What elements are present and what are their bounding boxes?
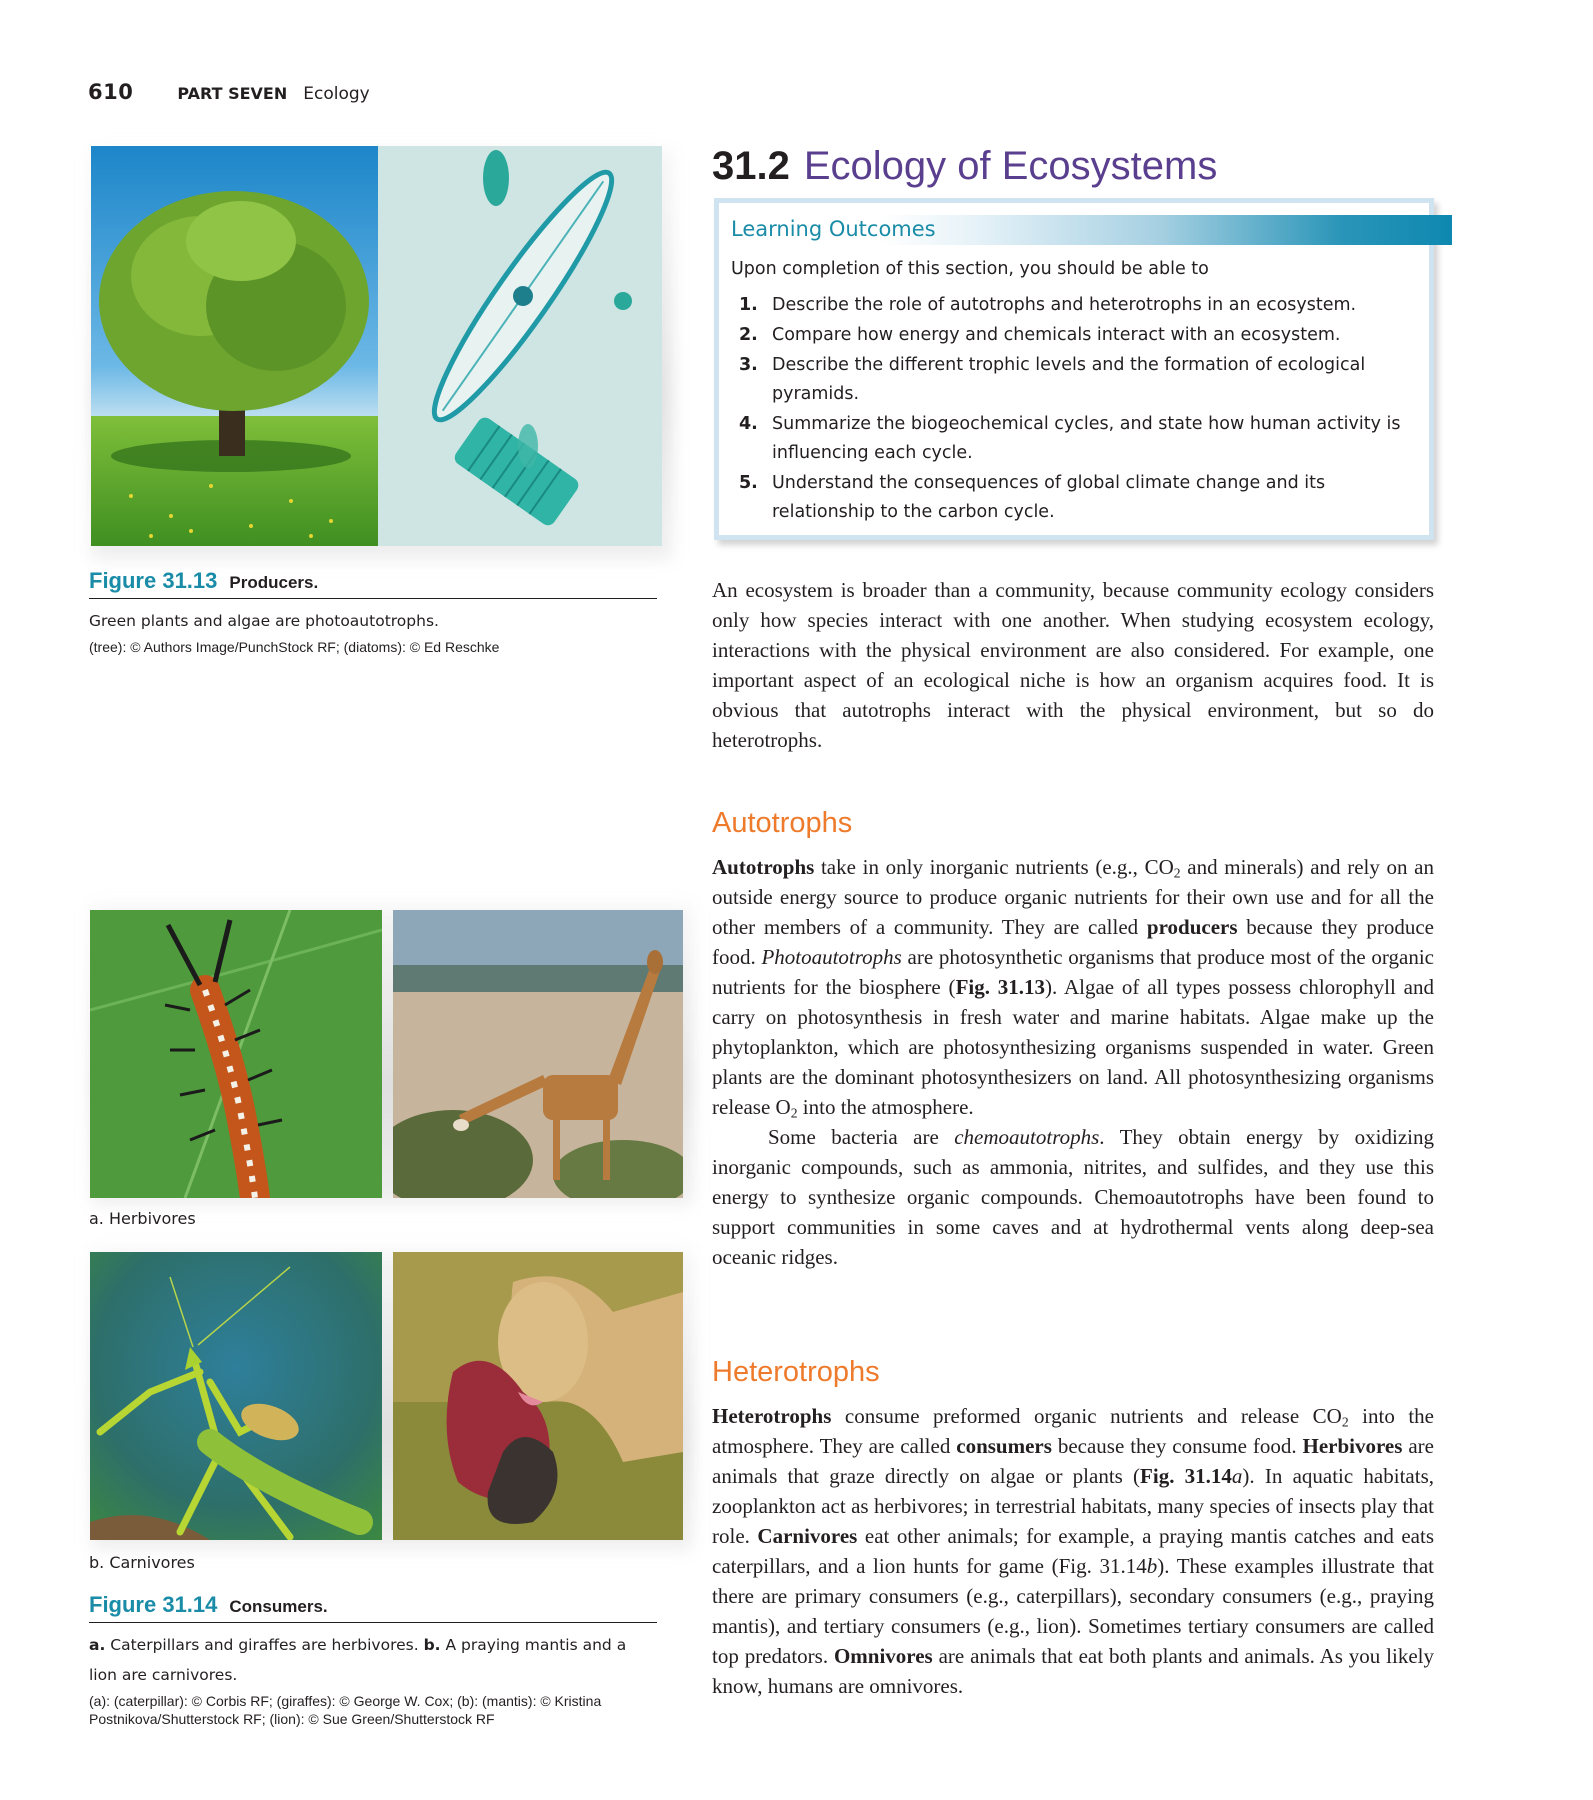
list-item: 4. Summarize the biogeochemical cycles, and state how human activity is influencing each cycle. [739,414,1401,463]
section-name: Ecology of Ecosystems [803,144,1218,188]
subfigure-label-b: b. Carnivores [89,1553,195,1572]
figure-description: Green plants and algae are photoautotrophs. [89,612,439,630]
giraffes-photo [393,910,683,1198]
part-label: PART SEVEN [177,84,288,103]
figure-title: Producers. [229,573,319,592]
figure-title: Consumers. [229,1597,328,1616]
autotrophs-paragraph-1: Autotrophs take in only inorganic nutrients (e.g., $CO_2$ and minerals) and rely on an outside energy source to produce organic nutrients for their own use and for all the other members of a community. They are called producers because they produce food. Photoautotrophs are photosynthetic organisms that produce most of the organic nutrients for the biosphere (Fig. 31.13). Algae of all types possess chlorophyll and carry on photosynthesis in fresh water and marine habitats. Algae make up the phytoplankton, which are photosynthesizing organisms suspended in water. Green plants are the dominant photosynthesizers on land. All photosynthesizing organisms release $O_2$ into the atmosphere. [712,855,1434,1121]
learning-outcomes-title: Learning Outcomes [731,217,936,241]
figure-credit: (tree): © Authors Image/PunchStock RF; (diatoms): © Ed Reschke [89,639,500,655]
intro-paragraph: An ecosystem is broader than a community, because community ecology considers only how species interact with one another. When studying ecosystem ecology, interactions with the physical environment are also considered. For example, one important aspect of an ecological niche is how an organism acquires food. It is obvious that autotrophs interact with the physical environment, but so do heterotrophs. [712,578,1434,752]
figure-number: Figure 31.13 [89,568,218,593]
list-item: 1. Describe the role of autotrophs and heterotrophs in an ecosystem. [739,295,1357,315]
learning-outcomes-box [714,198,1434,540]
autotrophs-heading: Autotrophs [712,807,853,839]
figure-31-13-caption [89,568,657,656]
tree-photo [91,146,378,546]
learning-outcomes-list [739,291,1429,528]
figure-31-14-caption [89,1592,657,1728]
lion-photo [393,1252,683,1540]
heterotrophs-paragraph-1: Heterotrophs consume preformed organic nutrients and release $CO_2$ into the atmosphere. They are called consumers because they consume food. Herbivores are animals that graze directly on algae or plants (Fig. 31.14a). In aquatic habitats, zooplankton act as herbivores; in terrestrial habitats, many species of insects play that role. Carnivores eat other animals; for example, a praying mantis catches and eats caterpillars, and a lion hunts for game (Fig. 31.14b). These examples illustrate that there are primary consumers (e.g., caterpillars), secondary consumers (e.g., praying mantis), and tertiary consumers (e.g., lion). Sometimes tertiary consumers are called top predators. Omnivores are animals that eat both plants and animals. As you likely know, humans are omnivores. [712,1404,1434,1698]
running-header [88,80,370,104]
caterpillar-photo [90,910,382,1198]
section-number: 31.2 [712,144,790,188]
figure-number: Figure 31.14 [89,1592,218,1617]
desc-a-label: a. [89,1636,106,1654]
list-item: 3. Describe the different trophic levels and the formation of ecological pyramids. [739,355,1366,404]
section-title [712,142,1217,190]
diatoms-photo [378,146,662,546]
part-title: Ecology [303,84,370,104]
figure-credit: (a): (caterpillar): © Corbis RF; (giraffes): © George W. Cox; (b): (mantis): © Kristina Postnikova/Shutterstock RF; (lion): © Sue Green/Shutterstock RF [89,1693,602,1727]
desc-b-label: b. [423,1636,441,1654]
subfigure-label-a: a. Herbivores [89,1209,196,1228]
autotrophs-paragraph-2: Some bacteria are chemoautotrophs. They obtain energy by oxidizing inorganic compounds, such as ammonia, nitrites, and sulfides, and they use this energy to synthesize organic compounds. Chemoautotrophs have been found to support communities in some caves and at hydrothermal vents along deep-sea oceanic ridges. [712,1125,1435,1269]
autotrophs-body [712,852,1434,1272]
learning-outcomes-intro: Upon completion of this section, you should be able to [731,259,1209,279]
figure-description: a. Caterpillars and giraffes are herbivores. b. A praying mantis and a lion are carnivores. [89,1636,627,1684]
heterotrophs-heading: Heterotrophs [712,1356,880,1388]
page-number: 610 [88,80,134,104]
list-item: 2. Compare how energy and chemicals interact with an ecosystem. [739,325,1341,345]
list-item: 5. Understand the consequences of global climate change and its relationship to the carbon cycle. [739,473,1326,522]
mantis-photo [90,1252,382,1540]
heterotrophs-body [712,1401,1434,1701]
